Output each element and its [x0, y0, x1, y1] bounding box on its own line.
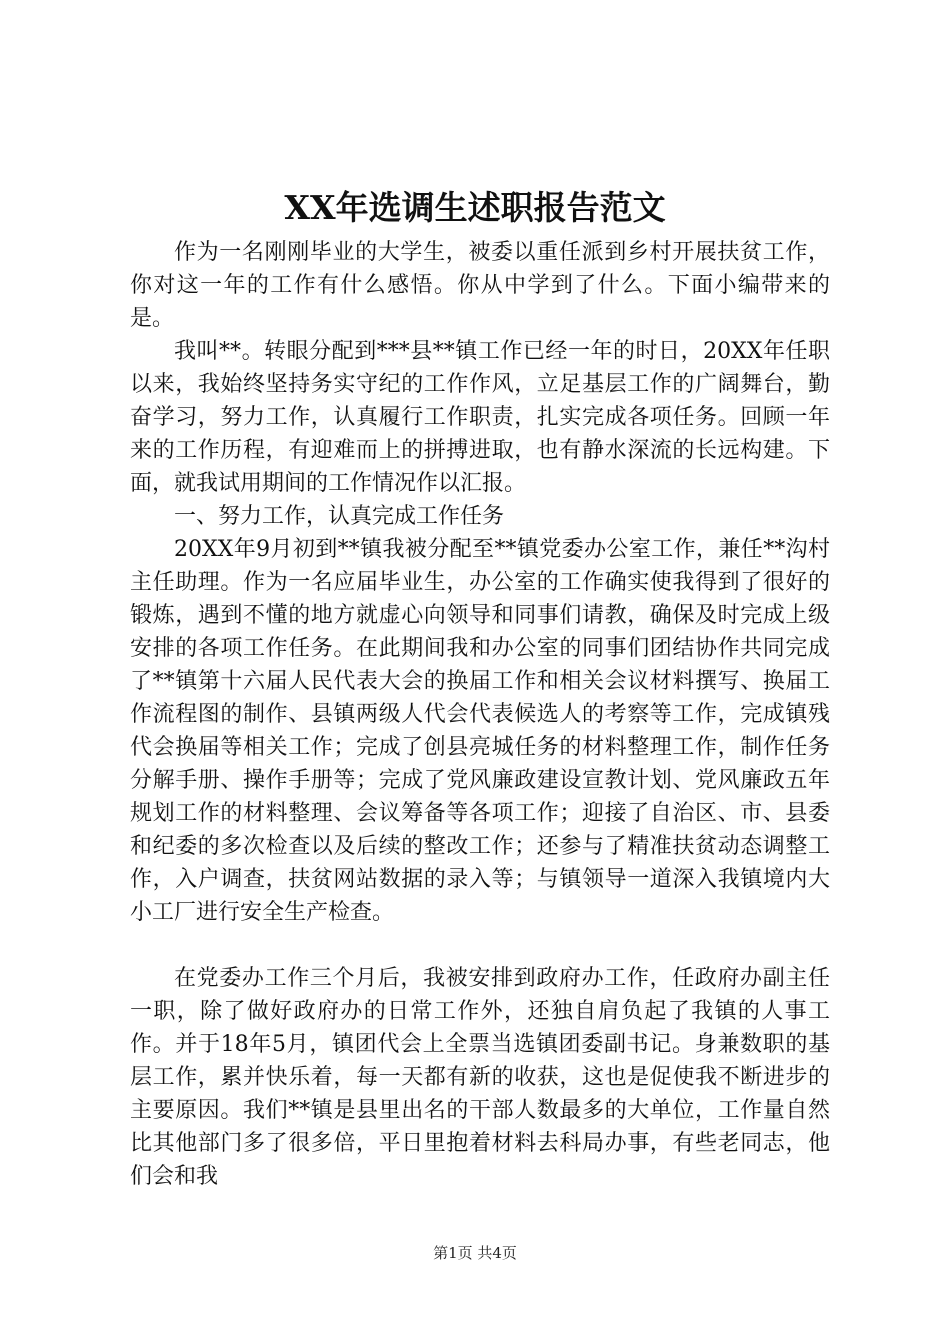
section-heading: 一、努力工作，认真完成工作任务 — [174, 504, 505, 529]
document-title: XX年选调生述职报告范文 — [284, 188, 666, 227]
page-footer: 第1页 共4页 — [433, 1244, 517, 1262]
document-body — [130, 236, 830, 1193]
paragraph-spacer — [130, 929, 830, 962]
intro-paragraph: 作为一名刚刚毕业的大学生，被委以重任派到乡村开展扶贫工作，你对这一年的工作有什么感悟。你从中学到了什么。下面小编带来的是。 — [130, 240, 830, 331]
work-tasks-paragraph: 20XX年9月初到**镇我被分配至**镇党委办公室工作，兼任**沟村主任助理。作为一名应届毕业生，办公室的工作确实使我得到了很好的锻炼，遇到不懂的地方就虚心向领导和同事们请教，确保及时完成上级安排的各项工作任务。在此期间我和办公室的同事们团结协作共同完成了**镇第十六届人民代表大会的换届工作和相关会议材料撰写、换届工作流程图的制作、县镇两级人代会代表候选人的考察等工作，完成镇残代会换届等相关工作；完成了创县亮城任务的材料整理工作，制作任务分解手册、操作手册等；完成了党风廉政建设宣教计划、党风廉政五年规划工作的材料整理、会议筹备等各项工作；迎接了自治区、市、县委和纪委的多次检查以及后续的整改工作；还参与了精准扶贫动态调整工作，入户调查，扶贫网站数据的录入等；与镇领导一道深入我镇境内大小工厂进行安全生产检查。 — [130, 537, 830, 925]
government-office-paragraph: 在党委办工作三个月后，我被安排到政府办工作，任政府办副主任一职，除了做好政府办的日常工作外，还独自肩负起了我镇的人事工作。并于18年5月，镇团代会上全票当选镇团委副书记。身兼数职的基层工作，累并快乐着，每一天都有新的收获，这也是促使我不断进步的主要原因。我们**镇是县里出名的干部人数最多的大单位，工作量自然比其他部门多了很多倍，平日里抱着材料去科局办事，有些老同志，他们会和我 — [130, 966, 830, 1189]
self-introduction-paragraph: 我叫**。转眼分配到***县**镇工作已经一年的时日，20XX年任职以来，我始终坚持务实守纪的工作作风，立足基层工作的广阔舞台，勤奋学习，努力工作，认真履行工作职责，扎实完成各项任务。回顾一年来的工作历程，有迎难而上的拼搏进取，也有静水深流的长远构建。下面，就我试用期间的工作情况作以汇报。 — [130, 339, 830, 496]
